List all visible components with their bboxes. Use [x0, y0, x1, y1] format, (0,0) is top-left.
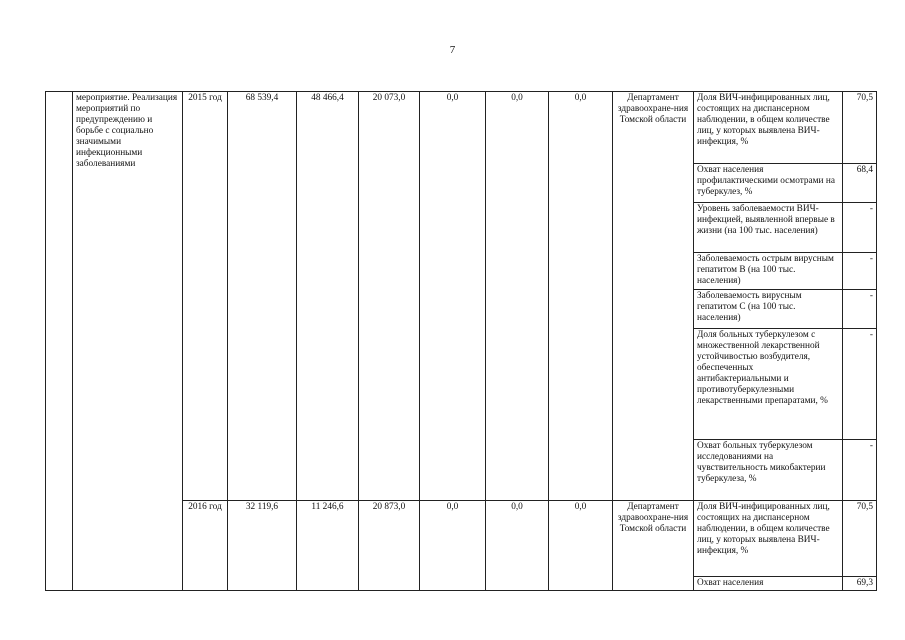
indicator-name: Уровень заболеваемости ВИЧ-инфекцией, выявленной впервые в жизни (на 100 тыс. населения): [694, 203, 843, 253]
indicator-value: 69,3: [843, 577, 877, 591]
indicator-name: Заболеваемость вирусным гепатитом С (на 100 тыс. населения): [694, 290, 843, 329]
regional-cell: 20 073,0: [359, 92, 420, 501]
indicator-value: -: [843, 253, 877, 290]
indicator-value: -: [843, 290, 877, 329]
indicator-name: Охват населения: [694, 577, 843, 591]
other-cell: 0,0: [486, 501, 549, 591]
year-cell: 2016 год: [183, 501, 228, 591]
indicator-value: -: [843, 440, 877, 501]
federal-cell: 48 466,4: [297, 92, 359, 501]
page-number: 7: [449, 44, 456, 56]
number-cell: [46, 92, 73, 591]
indicator-value: -: [843, 203, 877, 253]
indicator-name: Охват больных туберкулезом исследованиями на чувствительность микобактерии туберкулеза, %: [694, 440, 843, 501]
regional-cell: 20 873,0: [359, 501, 420, 591]
local-cell: 0,0: [420, 92, 486, 501]
total-cell: 68 539,4: [228, 92, 297, 501]
indicator-value: 68,4: [843, 164, 877, 203]
indicator-name: Заболеваемость острым вирусным гепатитом В (на 100 тыс. населения): [694, 253, 843, 290]
table-row: [46, 92, 877, 164]
total-cell: 32 119,6: [228, 501, 297, 591]
local-cell: 0,0: [420, 501, 486, 591]
program-table: [45, 91, 877, 591]
extra-cell: 0,0: [549, 501, 613, 591]
indicator-name: Доля ВИЧ-инфицированных лиц, состоящих на диспансерном наблюдении, в общем количестве лиц, у которых выявлена ВИЧ-инфекция, %: [694, 501, 843, 577]
federal-cell: 11 246,6: [297, 501, 359, 591]
executor-cell: Департамент здравоохране-ния Томской области: [613, 92, 694, 501]
indicator-value: 70,5: [843, 92, 877, 164]
year-cell: 2015 год: [183, 92, 228, 501]
indicator-value: 70,5: [843, 501, 877, 577]
indicator-value: -: [843, 329, 877, 440]
other-cell: 0,0: [486, 92, 549, 501]
executor-cell: Департамент здравоохране-ния Томской области: [613, 501, 694, 591]
indicator-name: Доля ВИЧ-инфицированных лиц, состоящих на диспансерном наблюдении, в общем количестве лиц, у которых выявлена ВИЧ-инфекция, %: [694, 92, 843, 164]
indicator-name: Охват населения профилактическими осмотрами на туберкулез, %: [694, 164, 843, 203]
extra-cell: 0,0: [549, 92, 613, 501]
event-name-cell: мероприятие. Реализация мероприятий по предупреждению и борьбе с социально значимыми инфекционными заболеваниями: [73, 92, 183, 591]
indicator-name: Доля больных туберкулезом с множественной лекарственной устойчивостью возбудителя, обеспеченных антибактериальными и противотуберкулезными лекарственными препаратами, %: [694, 329, 843, 440]
